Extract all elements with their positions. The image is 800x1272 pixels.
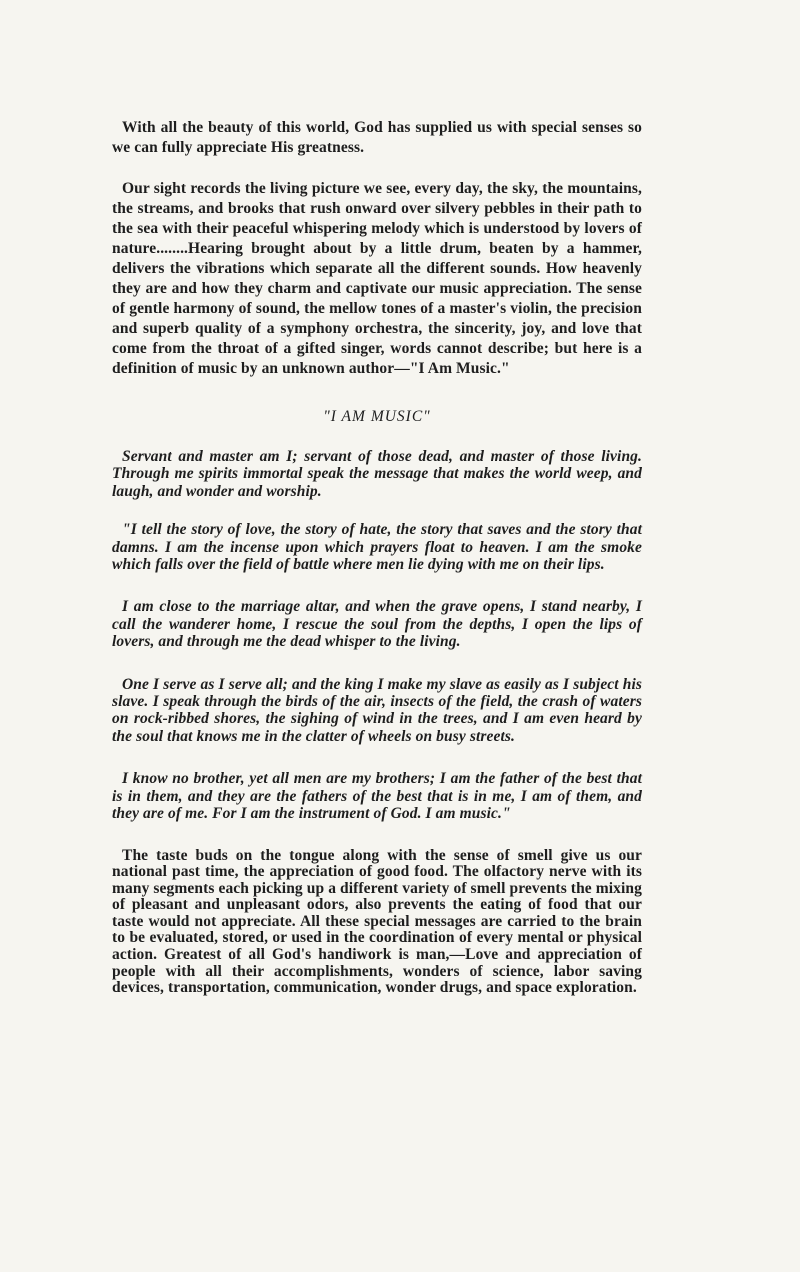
intro-paragraph: With all the beauty of this world, God has supplied us with special senses so we can fully appreciate His greatness. [112, 119, 642, 156]
poem-stanza-1: Servant and master am I; servant of those dead, and master of those living. Through me spirits immortal speak the message that makes the world weep, and laugh, and wonder and worship. [112, 448, 642, 500]
spacer [112, 823, 642, 848]
spacer [112, 379, 642, 407]
spacer [112, 573, 642, 598]
poem-stanza-3: I am close to the marriage altar, and when the grave opens, I stand nearby, I call the wanderer home, I rescue the soul from the depths, I open the lips of lovers, and through me the dead whisper to the living. [112, 598, 642, 651]
spacer [112, 427, 642, 448]
document-page [112, 118, 642, 997]
poem-title: "I AM MUSIC" [323, 408, 431, 425]
poem-stanza-4: One I serve as I serve all; and the king I make my slave as easily as I subject his slave. I speak through the birds of the air, insects of the field, the crash of waters on rock-ribbed shores, the sighing of wind in the trees, and I am even heard by the soul that knows me in the clatter of wheels on busy streets. [112, 675, 642, 745]
spacer [112, 651, 642, 676]
senses-paragraph: Our sight records the living picture we see, every day, the sky, the mountains, the streams, and brooks that rush onward over silvery pebbles in their path to the sea with their peaceful whispering melody which is understood by lovers of nature........Hearing brought about by a little drum, beaten by a hammer, delivers the vibrations which separate all the different sounds. How heavenly they are and how they charm and captivate our music appreciation. The sense of gentle harmony of sound, the mellow tones of a master's violin, the precision and superb quality of a symphony orchestra, the sincerity, joy, and love that come from the throat of a gifted singer, words cannot describe; but here is a definition of music by an unknown author—"I Am Music." [112, 180, 642, 377]
taste-paragraph: The taste buds on the tongue along with the sense of smell give us our national past time, the appreciation of good food. The olfactory nerve with its many segments each picking up a different variety of smell prevents the mixing of pleasant and unpleasant odors, also prevents the eating of food that our taste would not appreciate. All these special messages are carried to the brain to be evaluated, stored, or used in the coordination of every mental or physical action. Greatest of all God's handiwork is man,—Love and appreciation of people with all their accomplishments, wonders of science, labor saving devices, transportation, communication, wonder drugs, and space exploration. [112, 846, 642, 997]
spacer [112, 745, 642, 770]
spacer [112, 158, 642, 179]
spacer [112, 500, 642, 521]
poem-stanza-5: I know no brother, yet all men are my brothers; I am the father of the best that is in them, and they are the fathers of the best that is in me, I am of them, and they are of me. For I am the instrument of God. I am music." [112, 770, 642, 823]
poem-stanza-2: "I tell the story of love, the story of hate, the story that saves and the story that damns. I am the incense upon which prayers float to heaven. I am the smoke which falls over the field of battle where men lie dying with me on their lips. [112, 521, 642, 574]
